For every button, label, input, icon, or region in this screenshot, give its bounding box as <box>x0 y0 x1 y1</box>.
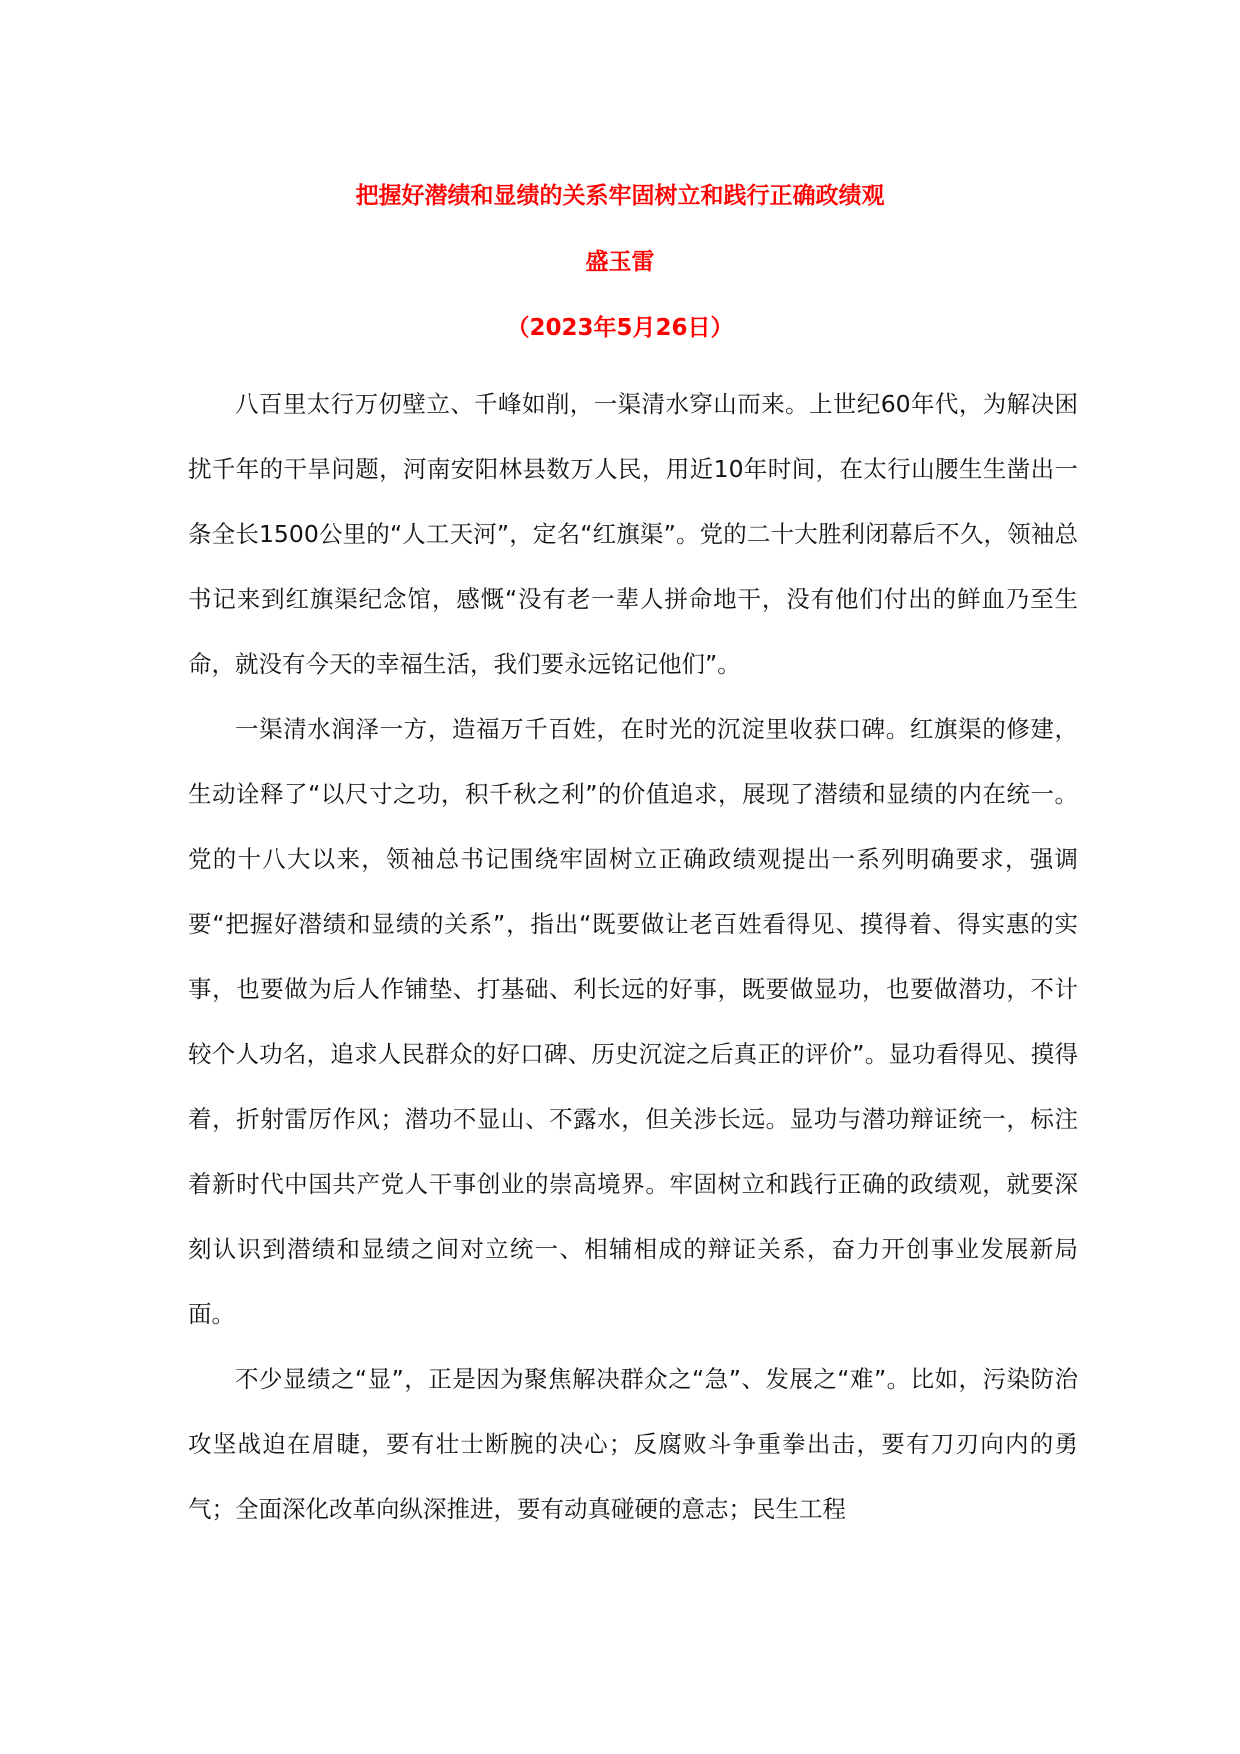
document-title: 把握好潜绩和显绩的关系牢固树立和践行正确政绩观 <box>355 183 885 209</box>
document-date: （2023年5月26日） <box>506 315 734 341</box>
paragraph-3: 不少显绩之“显”，正是因为聚焦解决群众之“急”、发展之“难”。比如，污染防治攻坚战迫在眉睫，要有壮士断腕的决心；反腐败斗争重拳出击，要有刀刃向内的勇气；全面深化改革向纵深推进，要有动真碰硬的意志；民生工程 <box>188 1365 1078 1523</box>
document-body <box>188 372 1078 1542</box>
document-author: 盛玉雷 <box>585 249 655 275</box>
paragraph-2: 一渠清水润泽一方，造福万千百姓，在时光的沉淀里收获口碑。红旗渠的修建，生动诠释了“以尺寸之功，积千秋之利”的价值追求，展现了潜绩和显绩的内在统一。党的十八大以来，领袖总书记围绕牢固树立正确政绩观提出一系列明确要求，强调要“把握好潜绩和显绩的关系”，指出“既要做让老百姓看得见、摸得着、得实惠的实事，也要做为后人作铺垫、打基础、利长远的好事，既要做显功，也要做潜功，不计较个人功名，追求人民群众的好口碑、历史沉淀之后真正的评价”。显功看得见、摸得着，折射雷厉作风；潜功不显山、不露水，但关涉长远。显功与潜功辩证统一，标注着新时代中国共产党人干事创业的崇高境界。牢固树立和践行正确的政绩观，就要深刻认识到潜绩和显绩之间对立统一、相辅相成的辩证关系，奋力开创事业发展新局面。 <box>188 715 1078 1328</box>
paragraph-1: 八百里太行万仞壁立、千峰如削，一渠清水穿山而来。上世纪60年代，为解决困扰千年的干旱问题，河南安阳林县数万人民，用近10年时间，在太行山腰生生凿出一条全长1500公里的“人工天河”，定名“红旗渠”。党的二十大胜利闭幕后不久，领袖总书记来到红旗渠纪念馆，感慨“没有老一辈人拼命地干，没有他们付出的鲜血乃至生命，就没有今天的幸福生活，我们要永远铭记他们”。 <box>188 390 1078 678</box>
